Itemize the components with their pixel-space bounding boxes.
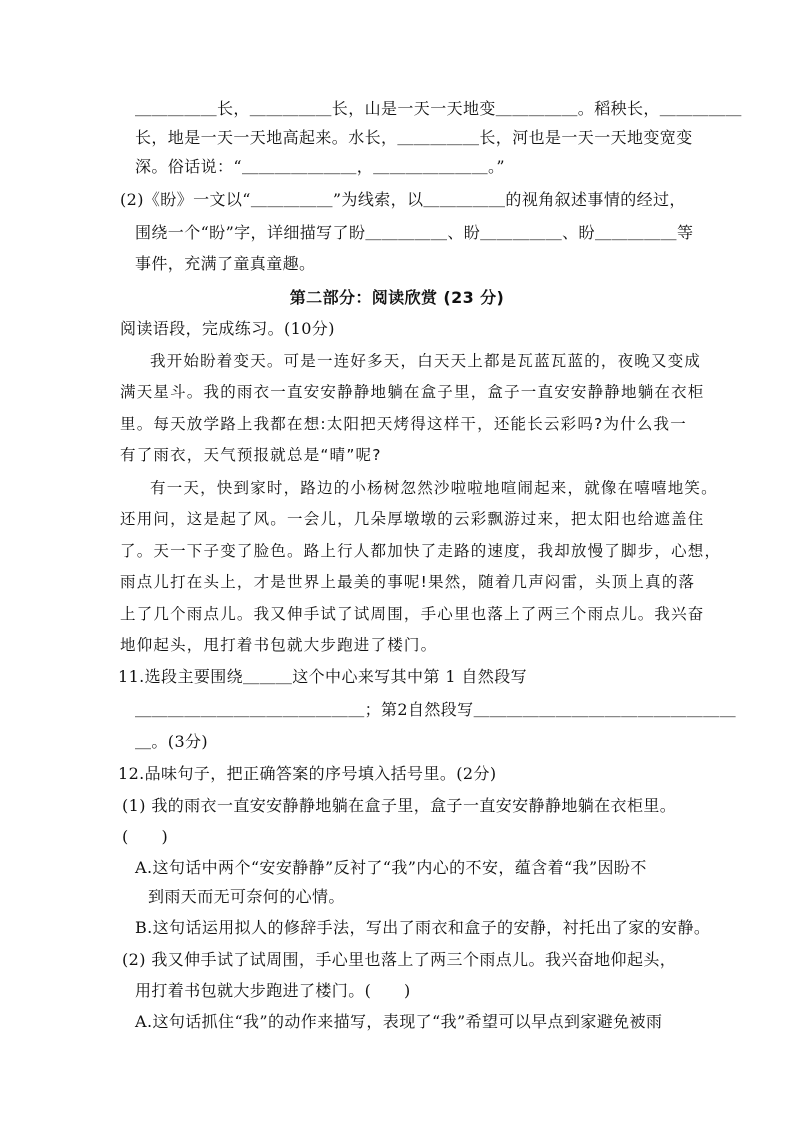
passage-p2-line-4: 雨点儿打在头上，才是世界上最美的事呢!果然，随着几声闷雷，头顶上真的落: [120, 573, 696, 591]
question-12-sub1-option-a: A.这句话中两个“安安静静”反衬了“我”内心的不安，蕴含着“我”因盼不: [135, 858, 647, 877]
reading-instruction: 阅读语段，完成练习。(10分): [120, 319, 335, 338]
question-11-line-1: 11.选段主要围绕＿＿＿这个中心来写其中第 1 自然段写: [118, 667, 527, 686]
question-2-line-3: 事件，充满了童真童趣。: [135, 254, 316, 273]
question-12-title: 12.品味句子，把正确答案的序号填入括号里。(2分): [118, 764, 497, 783]
question-12-sub1-answer-paren[interactable]: ( ): [122, 827, 169, 846]
passage-p2-line-6: 地仰起头，甩打着书包就大步跑进了楼门。: [120, 636, 438, 654]
question-2-line-1: (2)《盼》一文以“＿＿＿＿＿”为线索，以＿＿＿＿＿的视角叙述事情的经过，: [120, 190, 686, 209]
question-12-sub1-option-b: B.这句话运用拟人的修辞手法，写出了雨衣和盒子的安静，衬托出了家的安静。: [135, 918, 711, 937]
passage-p2-line-5: 上了几个雨点儿。我又伸手试了试周围，手心里也落上了两三个雨点儿。我兴奋: [120, 605, 705, 623]
passage-p1-line-3: 里。每天放学路上我都在想:太阳把天烤得这样干，还能长云彩吗?为什么我一: [120, 415, 687, 433]
fill-line-2: 长，地是一天一天地高起来。水长，＿＿＿＿＿长，河也是一天一天地变宽变: [135, 128, 693, 147]
fill-line-1: ＿＿＿＿＿长，＿＿＿＿＿长，山是一天一天地变＿＿＿＿＿。稻秧长，＿＿＿＿＿: [135, 99, 742, 118]
part2-heading: 第二部分：阅读欣赏 (23 分): [289, 288, 505, 307]
question-12-sub2: (2) 我又伸手试了试周围，手心里也落上了两三个雨点儿。我兴奋地仰起头，: [122, 950, 677, 969]
fill-line-3: 深。俗话说：“＿＿＿＿＿＿＿，＿＿＿＿＿＿＿。”: [135, 157, 505, 176]
question-12-sub2-option-a: A.这句话抓住“我”的动作来描写，表现了“我”希望可以早点到家避免被雨: [135, 1012, 663, 1031]
passage-p2-line-2: 还用问，这是起了风。一会儿，几朵厚墩墩的云彩飘游过来，把太阳也给遮盖住: [120, 510, 705, 528]
passage-p2-line-3: 了。天一下子变了脸色。路上行人都加快了走路的速度，我却放慢了脚步，心想，: [120, 542, 722, 560]
passage-p1-line-4: 有了雨衣，天气预报就总是“晴”呢?: [120, 446, 382, 464]
passage-p1-line-1: 我开始盼着变天。可是一连好多天，白天天上都是瓦蓝瓦蓝的，夜晚又变成: [150, 352, 702, 370]
question-12-sub2-cont: 用打着书包就大步跑进了楼门。( ): [135, 981, 411, 1000]
question-11-line-2: ＿＿＿＿＿＿＿＿＿＿＿＿＿＿；第2自然段写＿＿＿＿＿＿＿＿＿＿＿＿＿＿＿＿: [135, 700, 736, 719]
question-12-sub1: (1) 我的雨衣一直安安静静地躺在盒子里，盒子一直安安静静地躺在衣柜里。: [122, 796, 677, 815]
passage-p2-line-1: 有一天，快到家时，路边的小杨树忽然沙啦啦地喧闹起来，就像在嘻嘻地笑。: [150, 479, 718, 497]
question-2-line-2: 围绕一个“盼”字，详细描写了盼＿＿＿＿＿、盼＿＿＿＿＿、盼＿＿＿＿＿等: [135, 223, 694, 242]
question-12-sub1-option-a-cont: 到雨天而无可奈何的心情。: [148, 887, 345, 906]
question-11-line-3: ＿。(3分): [135, 732, 209, 751]
passage-p1-line-2: 满天星斗。我的雨衣一直安安静静地躺在盒子里，盒子一直安安静静地躺在衣柜: [120, 383, 705, 401]
